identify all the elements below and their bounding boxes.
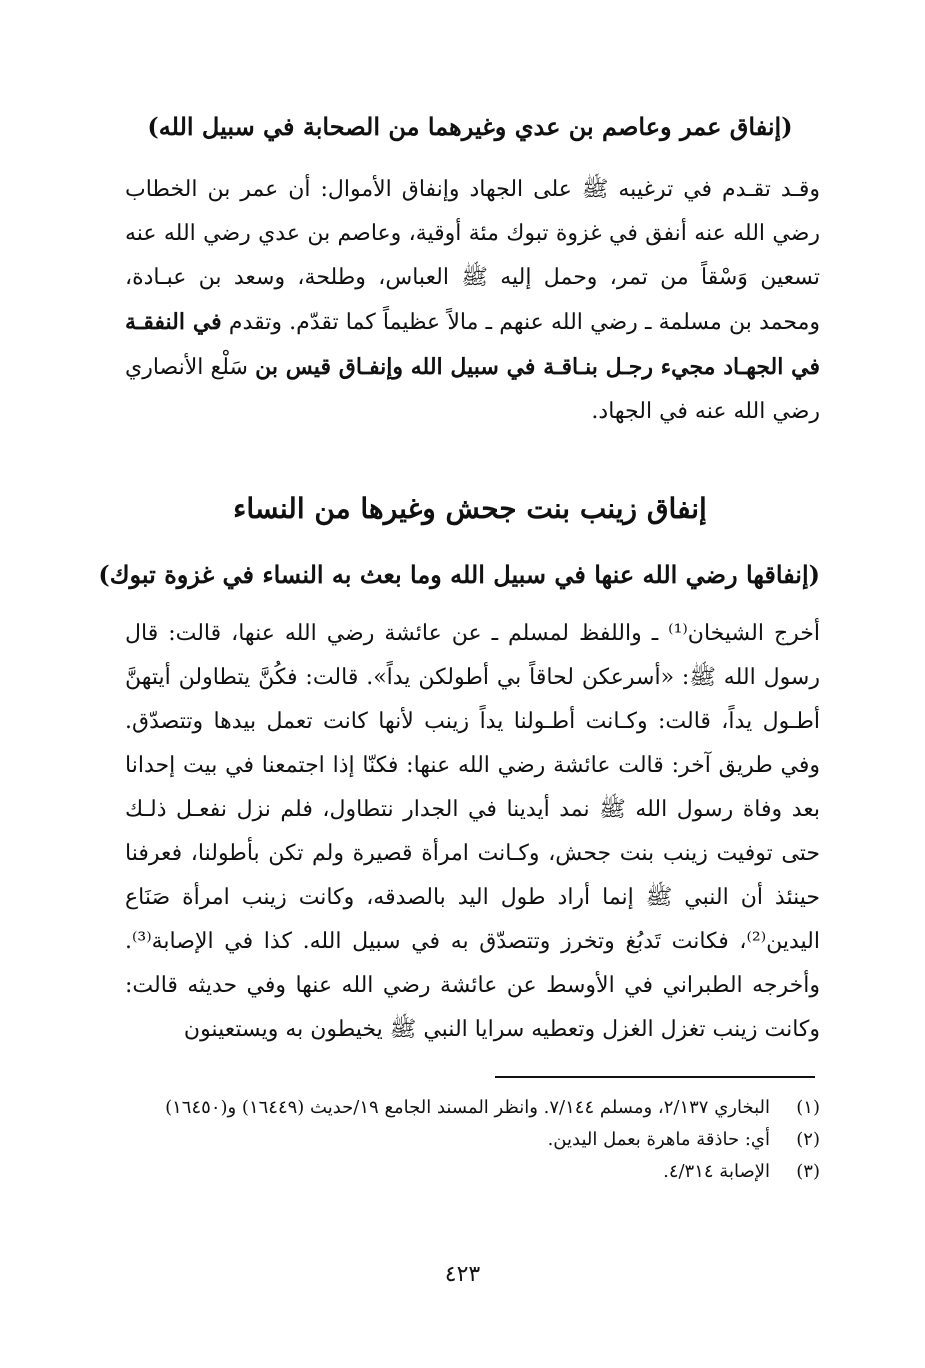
footnote — [125, 1156, 820, 1188]
paragraph-1-text-b: سَلْع الأنصاري رضي الله عنه في الجهاد. — [125, 355, 820, 424]
chapter-heading: إنفاق زينب بنت جحش وغيرها من النساء — [233, 492, 707, 525]
footnote — [125, 1124, 820, 1156]
paragraph-1-bold-text: في النفقـة في الجهـاد مجيء رجـل بنـاقـة في سبيل الله وإنفـاق قيس بن — [125, 309, 820, 380]
footnotes — [125, 1092, 820, 1188]
footnote-number: (٣) — [796, 1161, 820, 1182]
paragraph-1 — [125, 168, 820, 434]
footnote-divider — [495, 1076, 815, 1078]
section-heading: (إنفاق عمر وعاصم بن عدي وغيرهما من الصحابة في سبيل الله) — [147, 112, 793, 141]
paragraph-1-text-a: وقـد تقـدم في ترغيبه ﷺ على الجهاد وإنفاق الأموال: أن عمر بن الخطاب رضي الله عنه أنفق في غزوة تبوك مئة أوقية، وعاصم بن عدي رضي الله عنه تسعين وَسْقاً من تمر، وحمل إليه ﷺ العباس، وطلحة، وسعد بن عبـادة، ومحمد بن مسلمة ـ رضي الله عنهم ـ مالاً عظيماً كما تقدّم. وتقدم — [125, 177, 820, 335]
footnote-text: أي: حاذقة ماهرة بعمل اليدين. — [547, 1129, 770, 1150]
footnote-text: الإصابة ٤/٣١٤. — [663, 1161, 770, 1182]
footnote-number: (٢) — [796, 1129, 820, 1150]
footnote — [125, 1092, 820, 1124]
subsection-heading: (إنفاقها رضي الله عنها في سبيل الله وما بعث به النساء في غزوة تبوك) — [98, 560, 820, 589]
paragraph-2: أخرج الشيخان⁽¹⁾ ـ واللفظ لمسلم ـ عن عائشة رضي الله عنها، قالت: قال رسول الله ﷺ: «أسرعكن لحاقاً بي أطولكن يداً». قالت: فكُنَّ يتطاولن أيتهنَّ أطـول يداً، قالت: وكـانت أطـولنا يداً زينب لأنها كانت تعمل بيدها وتتصدّق. وفي طريق آخر: قالت عائشة رضي الله عنها: فكنّا إذا اجتمعنا في بيت إحدانا بعد وفاة رسول الله ﷺ نمد أيدينا في الجدار نتطاول، فلم نزل نفعـل ذلـك حتى توفيت زينب بنت جحش، وكـانت امرأة قصيرة ولم تكن بأطولنا، فعرفنا حينئذ أن النبي ﷺ إنما أراد طول اليد بالصدقه، وكانت زينب امرأة صَنَاع اليدين⁽²⁾، فكانت تَدبُغ وتخرز وتتصدّق به في سبيل الله. كذا في الإصابة⁽³⁾. وأخرجه الطبراني في الأوسط عن عائشة رضي الله عنها وفي حديثه قالت: وكانت زينب تغزل الغزل وتعطيه سرايا النبي ﷺ يخيطون به ويستعينون — [125, 621, 820, 1042]
page-number: ٤٢٣ — [444, 1262, 481, 1287]
footnote-text: البخاري ٢/١٣٧، ومسلم ٧/١٤٤. وانظر المسند الجامع ١٩/حديث (١٦٤٤٩) و(١٦٤٥٠) — [165, 1097, 770, 1118]
footnote-number: (١) — [796, 1097, 820, 1118]
